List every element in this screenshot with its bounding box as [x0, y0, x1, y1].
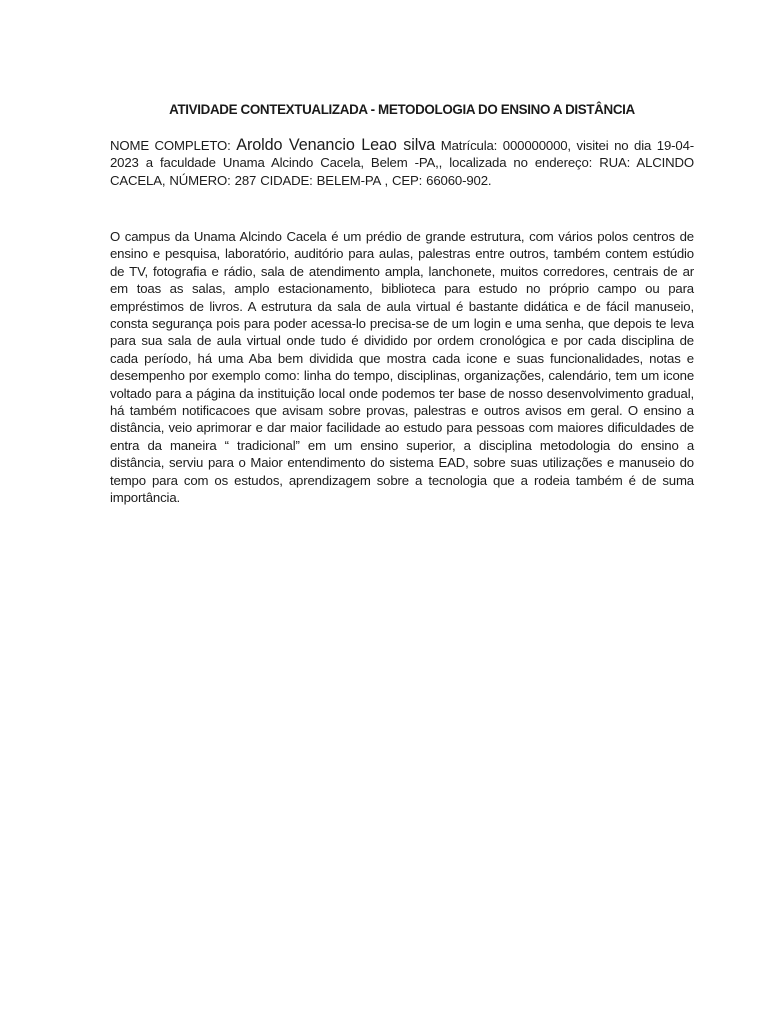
intro-details: Matrícula: 000000000, visitei no dia 19-04-2023 a faculdade Unama Alcindo Cacela, Belem -PA,, localizada no endereço: RUA: ALCINDO CACELA, NÚMERO: 287 CIDADE: BELEM-PA , CEP: 66060-902.: [110, 138, 694, 188]
document-title: ATIVIDADE CONTEXTUALIZADA - METODOLOGIA DO ENSINO A DISTÂNCIA: [169, 102, 635, 117]
intro-paragraph: [110, 137, 694, 189]
student-name: Aroldo Venancio Leao silva: [236, 136, 436, 154]
name-label: NOME COMPLETO:: [110, 138, 237, 153]
body-paragraph: O campus da Unama Alcindo Cacela é um prédio de grande estrutura, com vários polos centros de ensino e pesquisa, laboratório, auditório para aulas, palestras entre outros, também contem estúdio de TV, fotografia e rádio, sala de atendimento ampla, lanchonete, muitos corredores, centrais de ar em toas as salas, amplo estacionamento, biblioteca para estudo no próprio campo ou para empréstimos de livros. A estrutura da sala de aula virtual é bastante didática e de fácil manuseio, consta segurança pois para poder acessa-lo precisa-se de um login e uma senha, que depois te leva para sua sala de aula virtual onde tudo é dividido por ordem cronológica e por cada disciplina de cada período, há uma Aba bem dividida que mostra cada icone e suas funcionalidades, notas e desempenho por exemplo como: linha do tempo, disciplinas, organizações, calendário, tem um icone voltado para a página da instituição local onde podemos ter base de nosso desenvolvimento gradual, há também notificacoes que avisam sobre provas, palestras e outros avisos em geral. O ensino a distância, veio aprimorar e dar maior facilidade ao estudo para pessoas com maiores dificuldades de entra da maneira “ tradicional” em um ensino superior, a disciplina metodologia do ensino a distância, serviu para o Maior entendimento do sistema EAD, sobre suas utilizações e manuseio do tempo para com os estudos, aprendizagem sobre a tecnologia que a rodeia também é de suma importância.: [110, 229, 694, 506]
